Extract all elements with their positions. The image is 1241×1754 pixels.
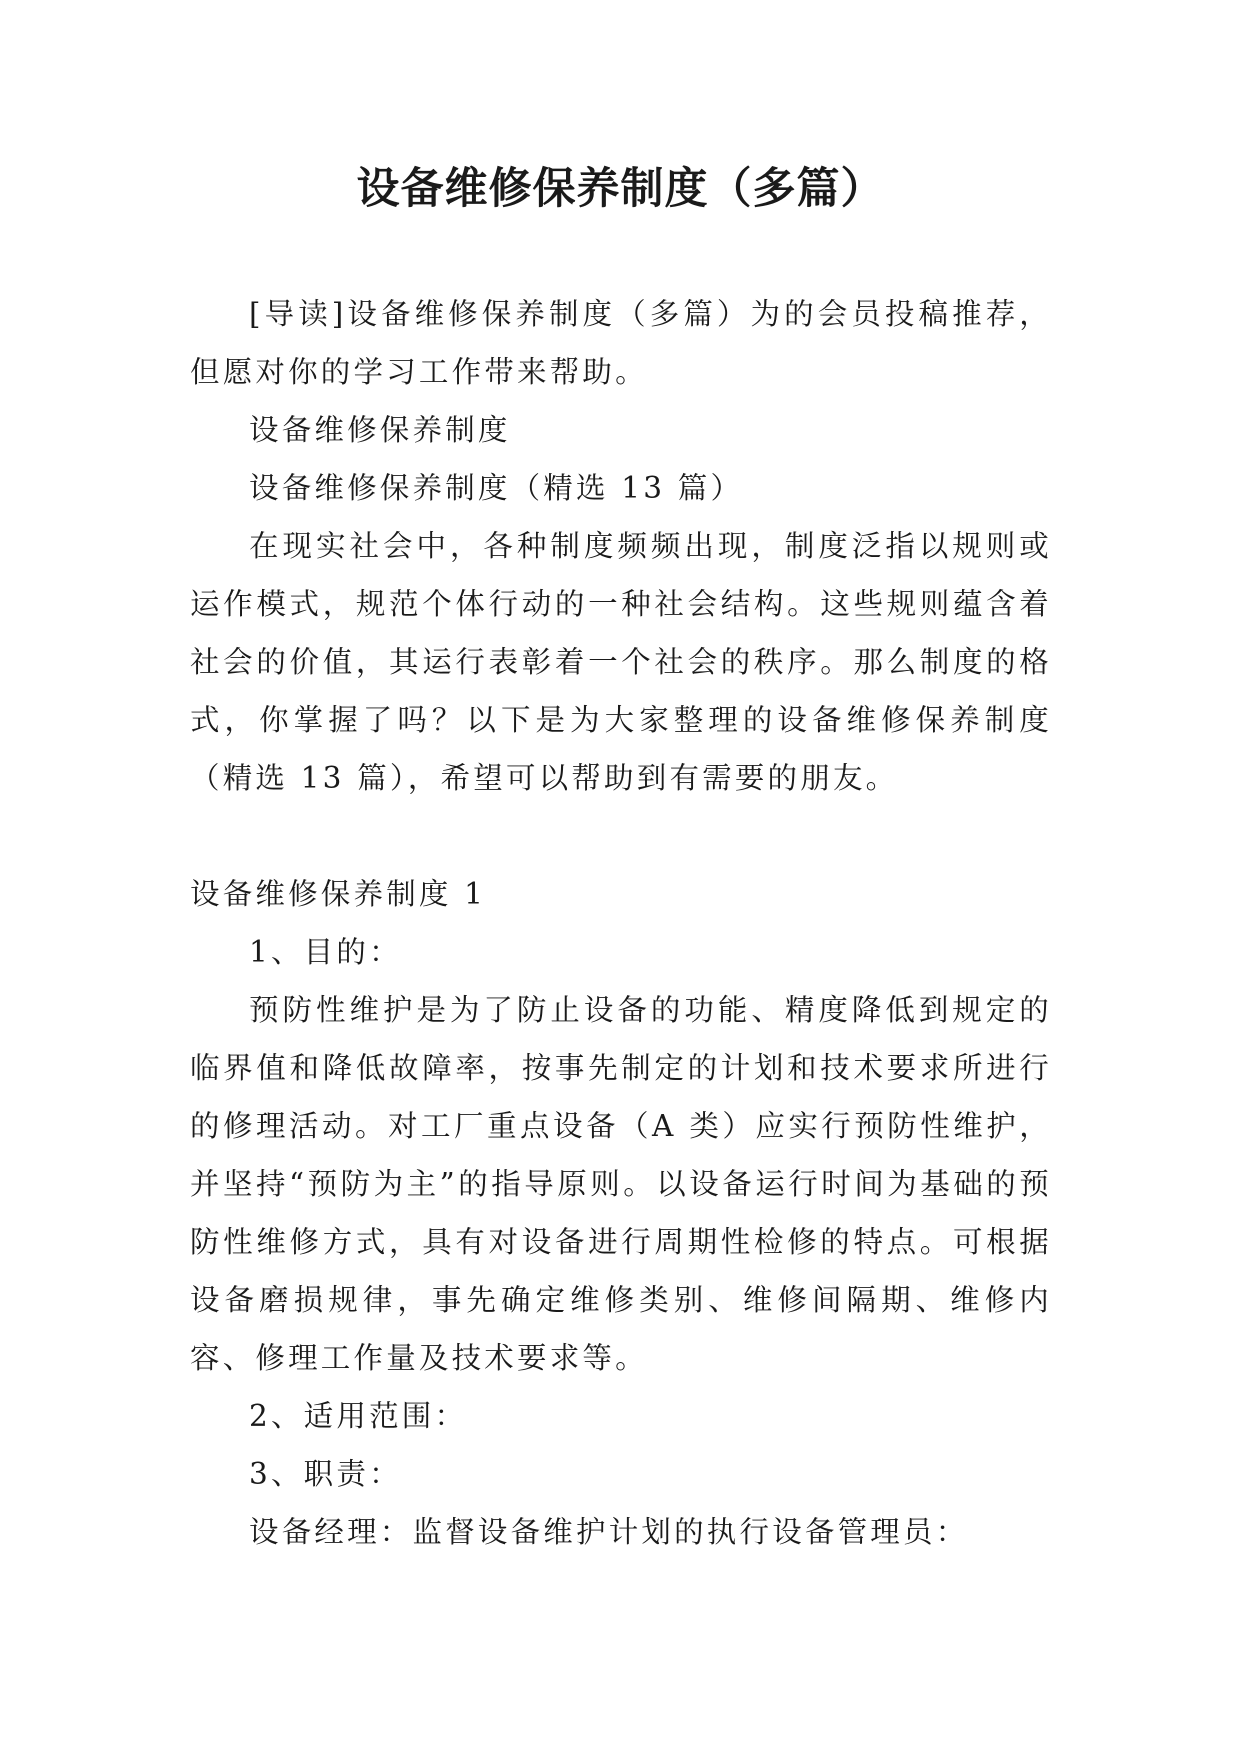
body-paragraph: 预防性维护是为了防止设备的功能、精度降低到规定的临界值和降低故障率，按事先制定的计划和技术要求所进行的修理活动。对工厂重点设备（A 类）应实行预防性维护，并坚持“预防为主”的指导原则。以设备运行时间为基础的预防性维修方式，具有对设备进行周期性检修的特点。可根据设备磨损规律，事先确定维修类别、维修间隔期、维修内容、修理工作量及技术要求等。 (190, 993, 1052, 1375)
spacer (190, 807, 1052, 865)
intro-paragraph: [导读]设备维修保养制度（多篇）为的会员投稿推荐，但愿对你的学习工作带来帮助。 (190, 297, 1052, 389)
body-paragraph: 设备经理：监督设备维护计划的执行设备管理员： (249, 1515, 969, 1549)
body-paragraph: 在现实社会中，各种制度频频出现，制度泛指以规则或运作模式，规范个体行动的一种社会结构。这些规则蕴含着社会的价值，其运行表彰着一个社会的秩序。那么制度的格式，你掌握了吗？以下是为大家整理的设备维修保养制度（精选 13 篇），希望可以帮助到有需要的朋友。 (190, 529, 1052, 795)
section-heading: 设备维修保养制度 1 (190, 877, 487, 911)
document-body (190, 285, 1052, 1561)
subtitle-line-selected: 设备维修保养制度（精选 13 篇） (249, 471, 744, 505)
subtitle-line: 设备维修保养制度 (249, 413, 511, 447)
document-title: 设备维修保养制度（多篇） (356, 164, 885, 214)
list-item-purpose: 1、目的： (249, 935, 402, 969)
list-item-scope: 2、适用范围： (249, 1399, 468, 1433)
list-item-responsibilities: 3、职责： (249, 1457, 402, 1491)
